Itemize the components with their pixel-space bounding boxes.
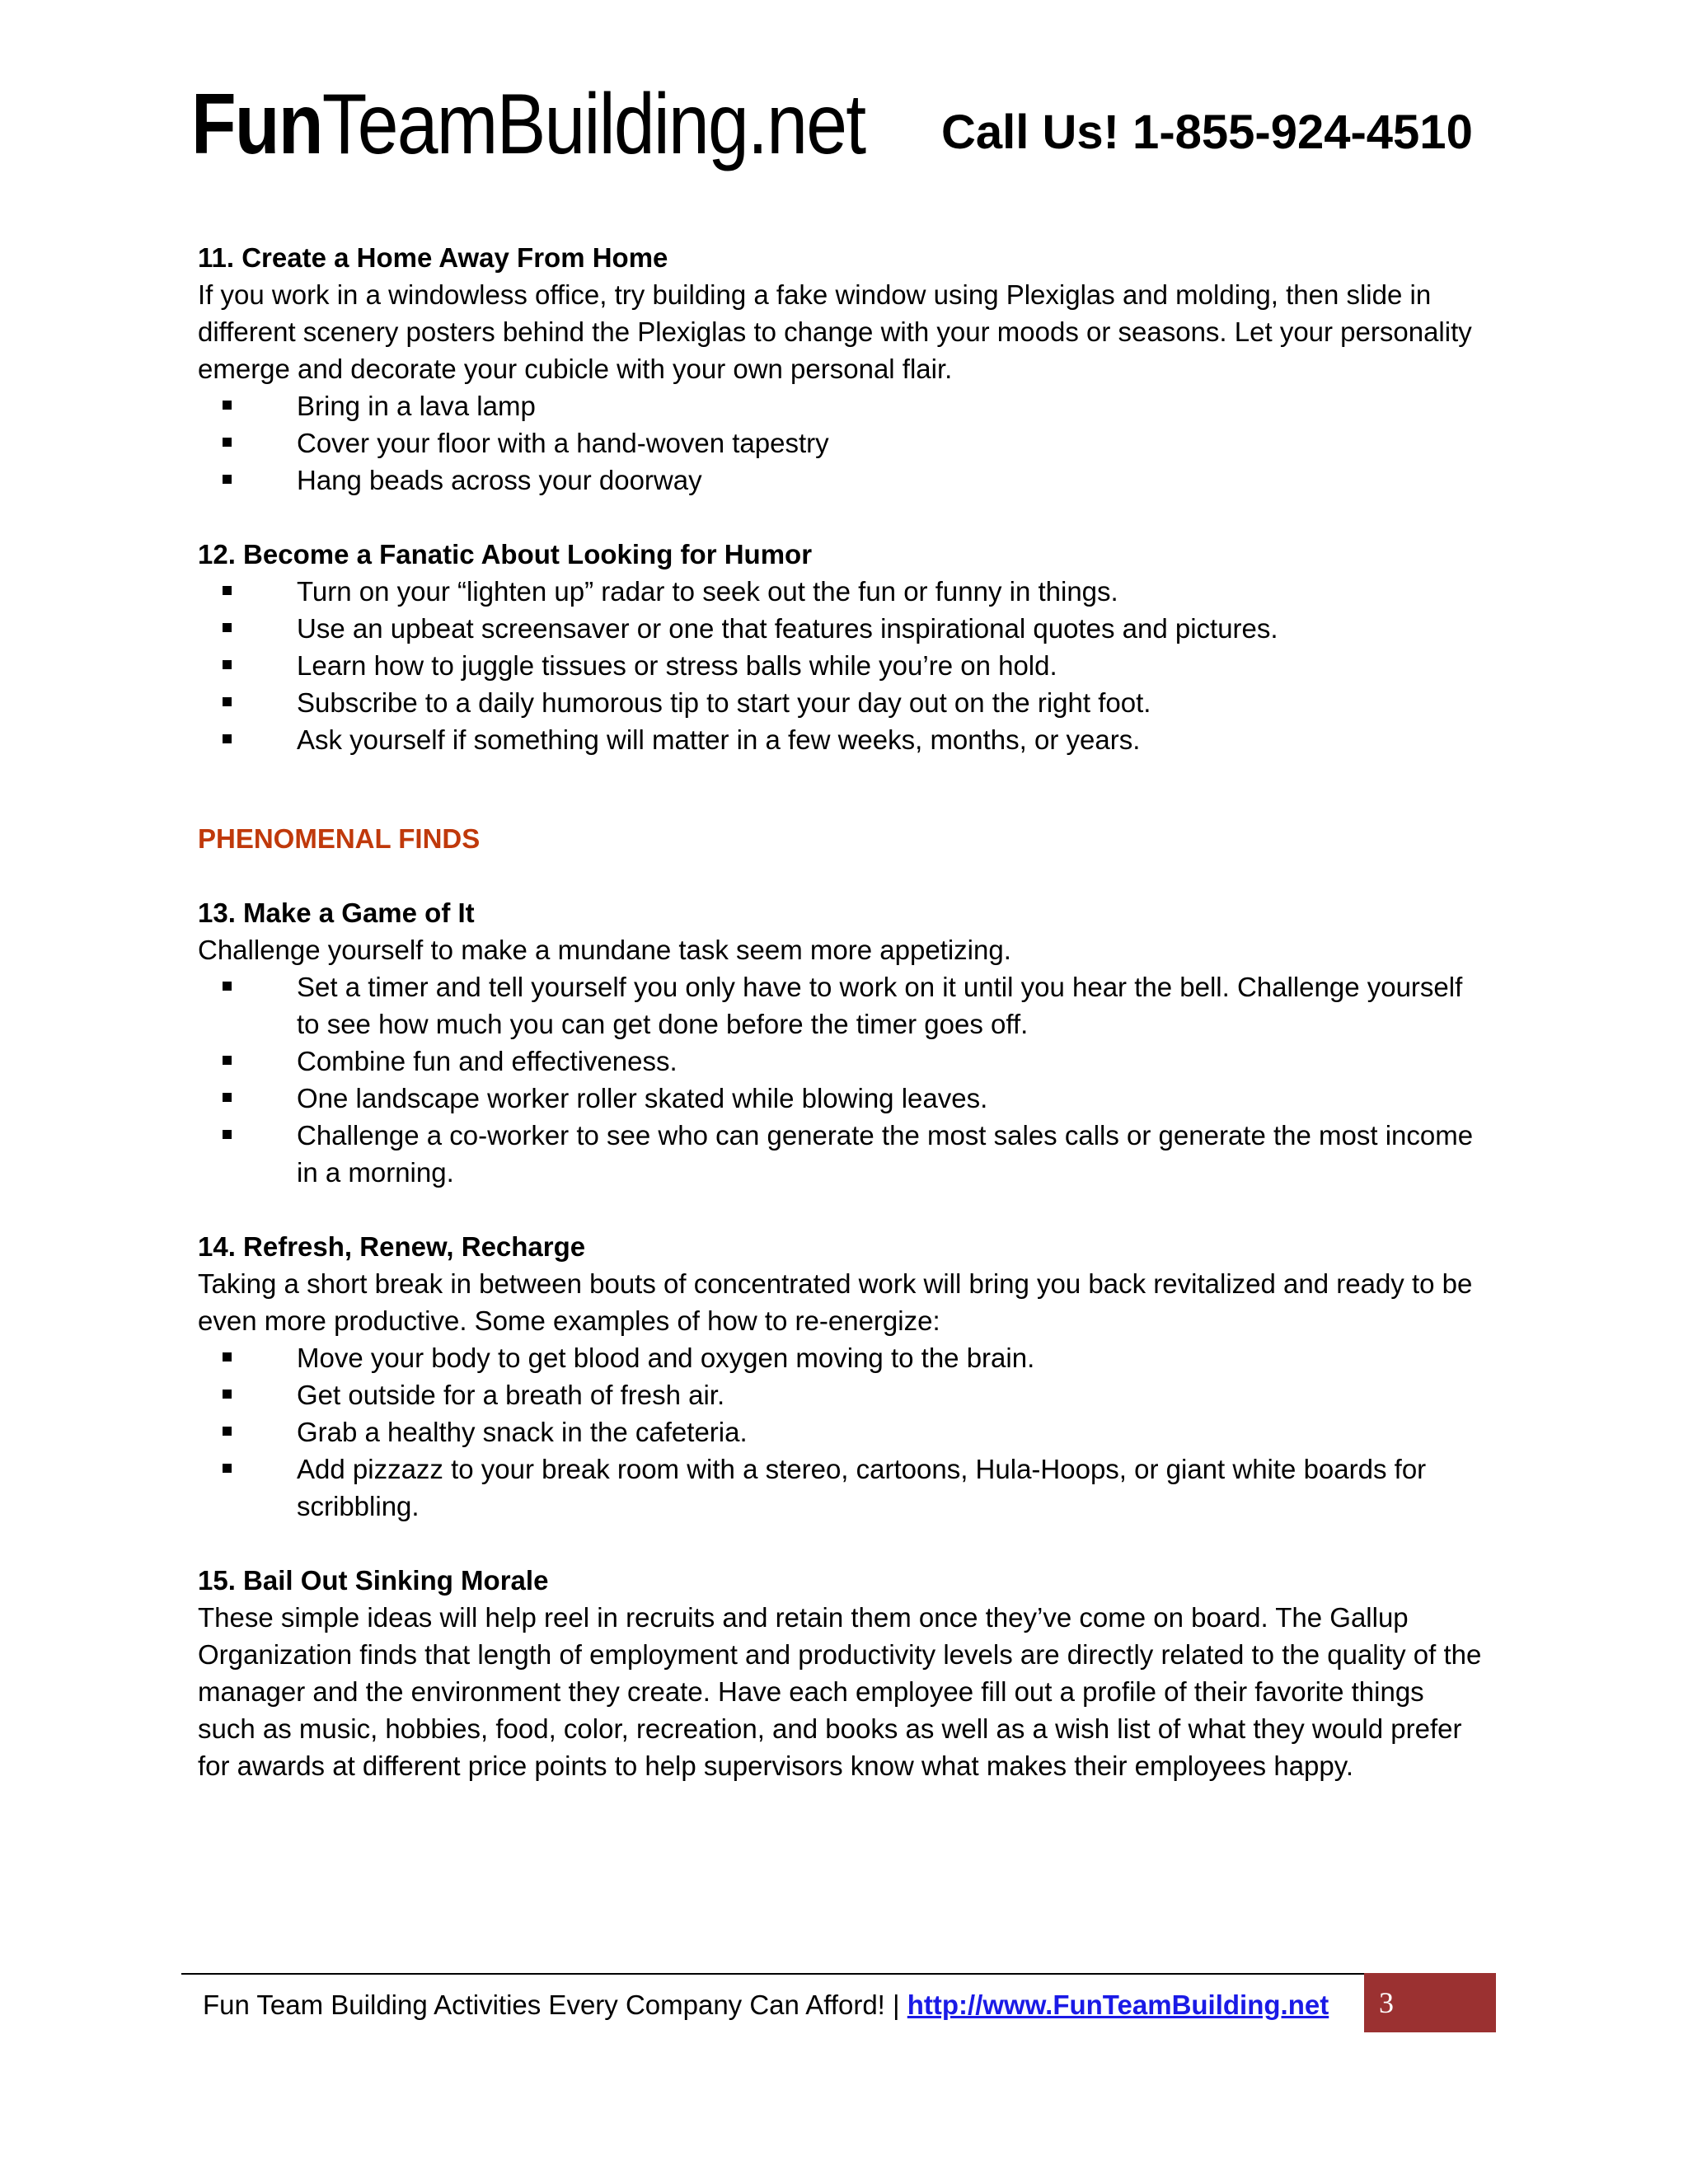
- logo-fun: Fun: [191, 77, 322, 172]
- footer-tagline: Fun Team Building Activities Every Company Can Afford! |: [203, 1990, 907, 2020]
- spacer: [198, 1525, 1484, 1562]
- list-item: [297, 968, 1484, 1043]
- list-item-text: One landscape worker roller skated while blowing leaves.: [297, 1083, 988, 1113]
- list-item: [297, 1413, 1484, 1451]
- list-item-text: Subscribe to a daily humorous tip to start your day out on the right foot.: [297, 687, 1151, 718]
- page-footer: [203, 1985, 1329, 2026]
- list-item: [297, 684, 1484, 721]
- page-number-box: [1364, 1973, 1496, 2032]
- section-14-body: Taking a short break in between bouts of concentrated work will bring you back revitalized and ready to be even more productive. Some examples of how to re-energize:: [198, 1268, 1473, 1336]
- list-item-text: Ask yourself if something will matter in a few weeks, months, or years.: [297, 724, 1141, 755]
- bullet-square-icon: [223, 1464, 232, 1473]
- call-us-phone: Call Us! 1-855-924-4510: [941, 105, 1473, 159]
- list-item-text: Move your body to get blood and oxygen moving to the brain.: [297, 1343, 1035, 1373]
- list-item: [297, 1339, 1484, 1376]
- list-item-text: Turn on your “lighten up” radar to seek out the fun or funny in things.: [297, 576, 1118, 607]
- list-item: [297, 1043, 1484, 1080]
- list-item: [297, 647, 1484, 684]
- list-item-text: Get outside for a breath of fresh air.: [297, 1380, 725, 1410]
- bullet-square-icon: [223, 982, 232, 991]
- bullet-square-icon: [223, 438, 232, 447]
- spacer: [198, 499, 1484, 536]
- bullet-square-icon: [223, 401, 232, 410]
- section-15-body: These simple ideas will help reel in recruits and retain them once they’ve come on board. The Gallup Organization finds that length of employment and productivity levels are directly related to the quality of the manager and the environment they create. Have each employee fill out a profile of their favorite things such as music, hobbies, food, color, recreation, and books as well as a wish list of what they would prefer for awards at different price points to help supervisors know what makes their employees happy.: [198, 1602, 1482, 1781]
- list-item-text: Add pizzazz to your break room with a stereo, cartoons, Hula-Hoops, or giant white boards for scribbling.: [297, 1454, 1427, 1521]
- page-number: 3: [1379, 1986, 1394, 2019]
- list-item: [297, 462, 1484, 499]
- list-item: [297, 424, 1484, 462]
- bullet-square-icon: [223, 475, 232, 484]
- spacer: [198, 857, 1484, 894]
- section-11-list: [198, 387, 1484, 499]
- category-heading: PHENOMENAL FINDS: [198, 823, 481, 854]
- bullet-square-icon: [223, 1352, 232, 1361]
- footer-divider: [181, 1973, 1364, 1975]
- bullet-square-icon: [223, 1093, 232, 1102]
- bullet-square-icon: [223, 1130, 232, 1139]
- bullet-square-icon: [223, 1390, 232, 1399]
- document-body: [198, 239, 1484, 1784]
- bullet-square-icon: [223, 734, 232, 743]
- list-item-text: Grab a healthy snack in the cafeteria.: [297, 1417, 748, 1447]
- bullet-square-icon: [223, 1427, 232, 1436]
- section-13-body: Challenge yourself to make a mundane task seem more appetizing.: [198, 935, 1011, 965]
- bullet-square-icon: [223, 660, 232, 669]
- list-item: [297, 1080, 1484, 1117]
- logo-teambuilding: TeamBuilding: [321, 77, 748, 172]
- section-12-heading: 12. Become a Fanatic About Looking for Humor: [198, 539, 813, 569]
- logo-ext: .net: [748, 77, 865, 172]
- bullet-square-icon: [223, 623, 232, 632]
- section-13-heading: 13. Make a Game of It: [198, 898, 475, 928]
- list-item: [297, 387, 1484, 424]
- spacer: [198, 1191, 1484, 1228]
- list-item-text: Use an upbeat screensaver or one that features inspirational quotes and pictures.: [297, 613, 1278, 644]
- page-header: [191, 79, 1510, 186]
- footer-website-link[interactable]: http://www.FunTeamBuilding.net: [907, 1990, 1329, 2020]
- section-14-list: [198, 1339, 1484, 1525]
- bullet-square-icon: [223, 1056, 232, 1065]
- list-item: [297, 721, 1484, 758]
- list-item-text: Set a timer and tell yourself you only have to work on it until you hear the bell. Challenge yourself to see how much you can get done before the timer goes off.: [297, 972, 1463, 1039]
- logo: [191, 79, 865, 170]
- list-item-text: Cover your floor with a hand-woven tapestry: [297, 428, 829, 458]
- list-item: [297, 1376, 1484, 1413]
- section-14-heading: 14. Refresh, Renew, Recharge: [198, 1231, 586, 1262]
- list-item: [297, 573, 1484, 610]
- section-15-heading: 15. Bail Out Sinking Morale: [198, 1565, 549, 1596]
- section-13-list: [198, 968, 1484, 1191]
- list-item: [297, 1451, 1484, 1525]
- section-12-list: [198, 573, 1484, 758]
- section-11-body: If you work in a windowless office, try building a fake window using Plexiglas and molding, then slide in different scenery posters behind the Plexiglas to change with your moods or seasons. Let your personality emerge and decorate your cubicle with your own personal flair.: [198, 279, 1472, 384]
- list-item-text: Challenge a co-worker to see who can generate the most sales calls or generate the most income in a morning.: [297, 1120, 1474, 1188]
- list-item: [297, 1117, 1484, 1191]
- list-item: [297, 610, 1484, 647]
- list-item-text: Learn how to juggle tissues or stress balls while you’re on hold.: [297, 650, 1057, 681]
- section-11-heading: 11. Create a Home Away From Home: [198, 242, 668, 273]
- list-item-text: Combine fun and effectiveness.: [297, 1046, 678, 1076]
- list-item-text: Hang beads across your doorway: [297, 465, 702, 495]
- list-item-text: Bring in a lava lamp: [297, 391, 536, 421]
- spacer: [198, 758, 1484, 820]
- bullet-square-icon: [223, 697, 232, 706]
- bullet-square-icon: [223, 586, 232, 595]
